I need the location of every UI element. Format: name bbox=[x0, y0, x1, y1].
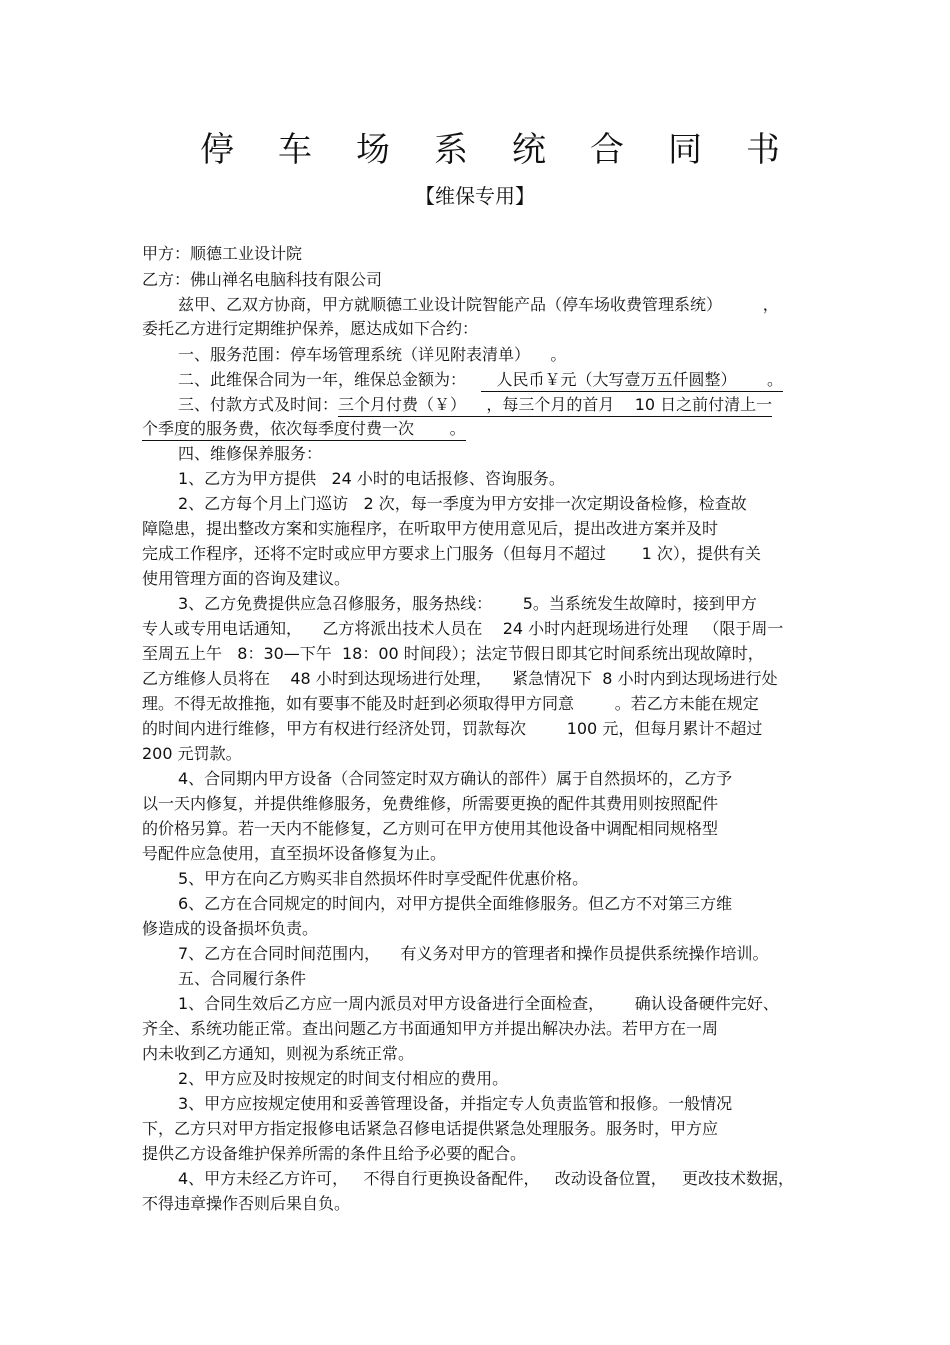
paragraph-line: 7、乙方在合同时间范围内， 有义务对甲方的管理者和操作员提供系统操作培训。 bbox=[178, 944, 769, 963]
paragraph-line: 完成工作程序，还将不定时或应甲方要求上门服务（但每月不超过 1 次），提供有关 bbox=[142, 544, 761, 563]
title-char: 系 bbox=[434, 129, 468, 170]
paragraph-line: 6、乙方在合同规定的时间内，对甲方提供全面维修服务。但乙方不对第三方维 bbox=[178, 894, 733, 913]
section-4: 四、维修保养服务： bbox=[178, 444, 323, 463]
intro-line: 委托乙方进行定期维护保养，愿达成如下合约： bbox=[142, 319, 479, 338]
paragraph-line: 理。不得无故推拖，如有要事不能及时赶到必须取得甲方同意 。若乙方未能在规定 bbox=[142, 694, 759, 713]
paragraph-line: 内未收到乙方通知，则视为系统正常。 bbox=[142, 1044, 415, 1063]
paragraph-line: 障隐患，提出整改方案和实施程序，在听取甲方使用意见后，提出改进方案并及时 bbox=[142, 519, 719, 538]
paragraph-line: 1、合同生效后乙方应一周内派员对甲方设备进行全面检查， 确认设备硬件完好、 bbox=[178, 994, 779, 1013]
paragraph-line: 2、乙方每个月上门巡访 2 次，每一季度为甲方安排一次定期设备检修，检查故 bbox=[178, 494, 747, 513]
title-char: 书 bbox=[746, 129, 780, 170]
paragraph-line: 3、甲方应按规定使用和妥善管理设备，并指定专人负责监管和报修。一般情况 bbox=[178, 1094, 733, 1113]
section-3-prefix: 三、付款方式及时间： bbox=[178, 395, 339, 414]
paragraph-line: 200 元罚款。 bbox=[142, 744, 242, 763]
party-b: 乙方：佛山禅名电脑科技有限公司 bbox=[142, 270, 383, 289]
document-title bbox=[200, 122, 780, 170]
paragraph-line: 修造成的设备损坏负责。 bbox=[142, 919, 319, 938]
document-subtitle: 【维保专用】 bbox=[415, 184, 535, 208]
paragraph-line: 乙方维修人员将在 48 小时到达现场进行处理， 紧急情况下 8 小时内到达现场进行处 bbox=[142, 669, 778, 688]
paragraph-line: 3、乙方免费提供应急召修服务，服务热线： 5。当系统发生故障时，接到甲方 bbox=[178, 594, 757, 613]
paragraph-line: 下，乙方只对甲方指定报修电话紧急召修电话提供紧急处理服务。服务时，甲方应 bbox=[142, 1119, 719, 1138]
paragraph-line: 的时间内进行维修，甲方有权进行经济处罚，罚款每次 100 元，但每月累计不超过 bbox=[142, 719, 763, 738]
paragraph-line: 4、甲方未经乙方许可， 不得自行更换设备配件， 改动设备位置， 更改技术数据， bbox=[178, 1169, 794, 1188]
paragraph-line: 使用管理方面的咨询及建议。 bbox=[142, 569, 351, 588]
section-5: 五、合同履行条件 bbox=[178, 969, 307, 988]
paragraph-line: 的价格另算。若一天内不能修复，乙方则可在甲方使用其他设备中调配相同规格型 bbox=[142, 819, 719, 838]
title-char: 车 bbox=[278, 129, 312, 170]
title-char: 停 bbox=[200, 129, 234, 170]
title-char: 统 bbox=[512, 129, 546, 170]
paragraph-line: 专人或专用电话通知， 乙方将派出技术人员在 24 小时内赶现场进行处理 （限于周一 bbox=[142, 619, 784, 638]
paragraph-line: 5、甲方在向乙方购买非自然损坏件时享受配件优惠价格。 bbox=[178, 869, 589, 888]
title-char: 同 bbox=[668, 129, 702, 170]
paragraph-line: 不得违章操作否则后果自负。 bbox=[142, 1194, 351, 1213]
paragraph-line: 以一天内修复，并提供维修服务，免费维修，所需要更换的配件其费用则按照配件 bbox=[142, 794, 719, 813]
section-3-cont bbox=[142, 418, 466, 440]
intro-line: 兹甲、乙双方协商，甲方就顺德工业设计院智能产品（停车场收费管理系统） ， bbox=[178, 295, 779, 314]
paragraph-line: 号配件应急使用，直至损坏设备修复为止。 bbox=[142, 844, 447, 863]
payment-terms: 三个月付费（￥） ，每三个月的首月 10 日之前付清上一 bbox=[338, 394, 772, 417]
section-3 bbox=[178, 394, 772, 416]
paragraph-line: 齐全、系统功能正常。查出问题乙方书面通知甲方并提出解决办法。若甲方在一周 bbox=[142, 1019, 719, 1038]
section-2-prefix: 二、此维保合同为一年，维保总金额为： bbox=[178, 370, 482, 389]
paragraph-line: 2、甲方应及时按规定的时间支付相应的费用。 bbox=[178, 1069, 509, 1088]
section-1: 一、服务范围：停车场管理系统（详见附表清单） 。 bbox=[178, 345, 567, 364]
paragraph-line: 4、合同期内甲方设备（合同签定时双方确认的部件）属于自然损坏的，乙方予 bbox=[178, 769, 733, 788]
title-char: 场 bbox=[356, 129, 390, 170]
paragraph-line: 至周五上午 8：30—下午 18：00 时间段）；法定节假日即其它时间系统出现故障时， bbox=[142, 644, 764, 663]
section-2 bbox=[178, 369, 783, 391]
payment-terms-cont: 个季度的服务费，依次每季度付费一次 。 bbox=[142, 418, 466, 441]
title-char: 合 bbox=[590, 129, 624, 170]
contract-amount: 人民币￥元（大写壹万五仟圆整） 。 bbox=[481, 369, 783, 392]
paragraph-line: 提供乙方设备维护保养所需的条件且给予必要的配合。 bbox=[142, 1144, 527, 1163]
party-a: 甲方：顺德工业设计院 bbox=[142, 244, 303, 263]
paragraph-line: 1、乙方为甲方提供 24 小时的电话报修、咨询服务。 bbox=[178, 469, 565, 488]
